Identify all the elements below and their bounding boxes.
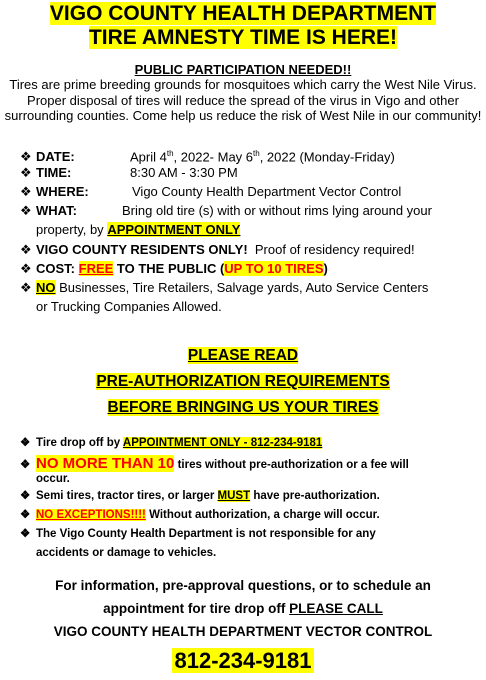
diamond-bullet-icon: ❖ <box>20 165 32 180</box>
diamond-bullet-icon: ❖ <box>20 437 31 449</box>
where-item: ❖ WHERE: Vigo County Health Department Vector Control <box>20 184 402 199</box>
title-line-1: VIGO COUNTY HEALTH DEPARTMENT <box>49 2 437 25</box>
preauth-heading: PRE-AUTHORIZATION REQUIREMENTS <box>96 373 390 390</box>
participation-heading: PUBLIC PARTICIPATION NEEDED!! <box>134 62 352 77</box>
what-item-continued: property, by APPOINTMENT ONLY <box>36 222 241 237</box>
residents-item: ❖ VIGO COUNTY RESIDENTS ONLY! Proof of residency required! <box>20 242 415 257</box>
diamond-bullet-icon: ❖ <box>20 242 32 257</box>
rule-not-responsible: ❖ The Vigo County Health Department is not responsible for any <box>20 528 376 540</box>
diamond-bullet-icon: ❖ <box>20 203 32 218</box>
footer-line-3: VIGO COUNTY HEALTH DEPARTMENT VECTOR CONTROL <box>53 624 433 639</box>
footer-line-1: For information, pre-approval questions, or to schedule an <box>55 578 431 593</box>
rule-appointment: ❖ Tire drop off by APPOINTMENT ONLY - 812-234-9181 <box>20 437 323 449</box>
diamond-bullet-icon: ❖ <box>20 528 31 540</box>
phone-number: 812-234-9181 <box>174 648 312 673</box>
rule-no-exceptions: ❖ NO EXCEPTIONS!!!! Without authorization, a charge will occur. <box>20 509 380 521</box>
footer-line-2: appointment for tire drop off PLEASE CALL <box>103 601 383 616</box>
diamond-bullet-icon: ❖ <box>20 149 32 165</box>
please-read-heading: PLEASE READ <box>187 347 299 364</box>
diamond-bullet-icon: ❖ <box>20 261 32 276</box>
diamond-bullet-icon: ❖ <box>20 184 32 199</box>
rule-max-tires: ❖ NO MORE THAN 10 tires without pre-authorization or a fee will <box>20 455 409 472</box>
intro-paragraph: Tires are prime breeding grounds for mosquitoes which carry the West Nile Virus. Proper disposal of tires will reduce the spread of the virus in Vigo and other surrounding counties. Come help us reduce the risk of West Nile in our community! <box>4 77 482 123</box>
before-bringing-heading: BEFORE BRINGING US YOUR TIRES <box>107 399 379 416</box>
time-item: ❖ TIME: 8:30 AM - 3:30 PM <box>20 165 238 180</box>
what-item: ❖ WHAT: Bring old tire (s) with or without rims lying around your <box>20 203 432 218</box>
rule-semi-tires: ❖ Semi tires, tractor tires, or larger MUST have pre-authorization. <box>20 490 380 502</box>
diamond-bullet-icon: ❖ <box>20 490 31 502</box>
diamond-bullet-icon: ❖ <box>20 459 31 471</box>
rule-max-tires-continued: occur. <box>36 473 70 485</box>
title-line-2: TIRE AMNESTY TIME IS HERE! <box>88 26 398 49</box>
cost-item: ❖ COST: FREE TO THE PUBLIC (UP TO 10 TIRES) <box>20 261 328 276</box>
no-businesses-item: ❖ NO Businesses, Tire Retailers, Salvage yards, Auto Service Centers <box>20 280 429 295</box>
diamond-bullet-icon: ❖ <box>20 280 32 295</box>
date-item: ❖ DATE: April 4th, 2022- May 6th, 2022 (Monday-Friday) <box>20 149 395 165</box>
rule-not-responsible-continued: accidents or damage to vehicles. <box>36 547 217 559</box>
diamond-bullet-icon: ❖ <box>20 509 31 521</box>
no-businesses-continued: or Trucking Companies Allowed. <box>36 299 222 314</box>
